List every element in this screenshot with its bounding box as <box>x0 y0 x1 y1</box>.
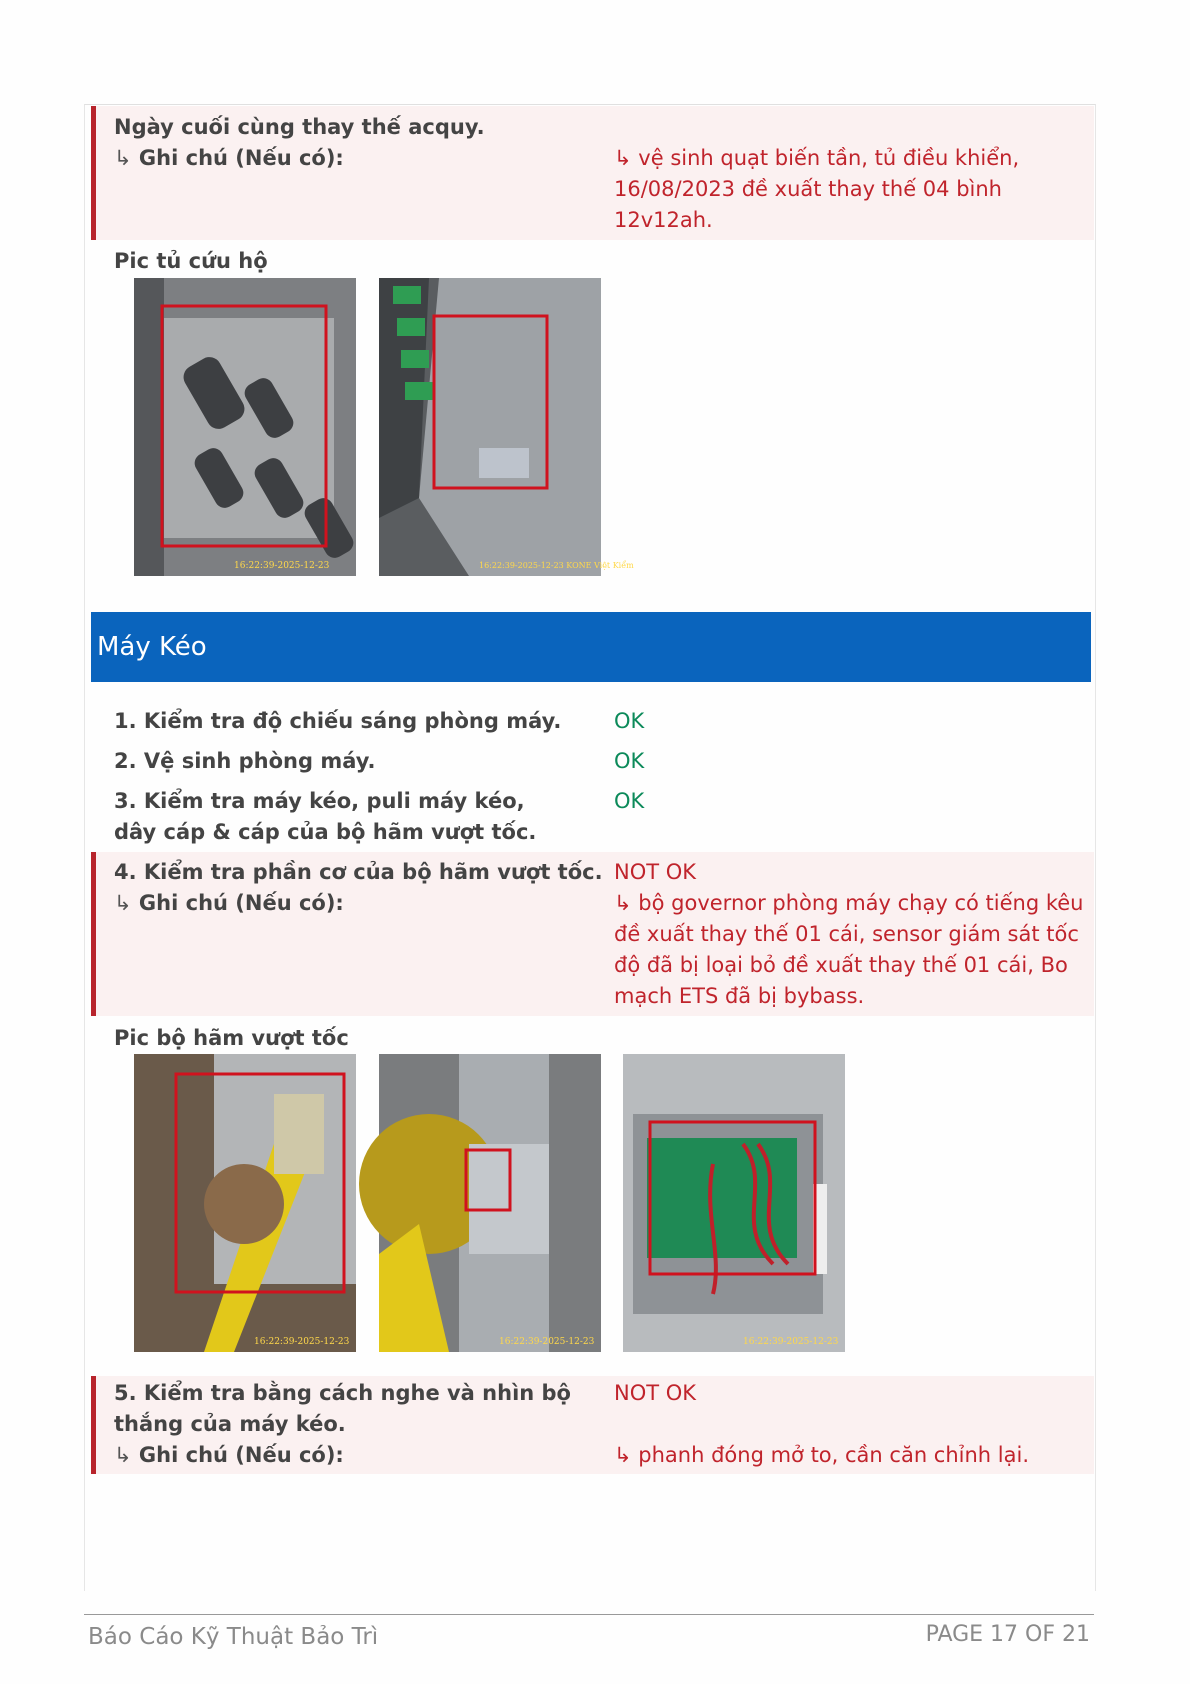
photo-timestamp: 16:22:39-2025-12-23 <box>743 1337 839 1347</box>
photo-timestamp: 16:22:39-2025-12-23 <box>254 1337 350 1347</box>
item-4-note-label <box>114 888 344 919</box>
governor-photo-3 <box>623 1054 845 1352</box>
section-header <box>91 612 1091 682</box>
rescue-pics-label: Pic tủ cứu hộ <box>114 249 268 273</box>
note-label: Ghi chú (Nếu có): <box>138 1443 344 1467</box>
battery-label: Ngày cuối cùng thay thế acquy. <box>114 115 485 139</box>
item-status: OK <box>614 789 645 813</box>
arrow-icon: ↳ <box>114 891 132 915</box>
photo-timestamp: 16:22:39-2025-12-23 <box>499 1337 595 1347</box>
item-label: 4. Kiểm tra phần cơ của bộ hãm vượt tốc. <box>114 860 603 884</box>
footer-title: Báo Cáo Kỹ Thuật Bảo Trì <box>88 1624 379 1650</box>
section-title: Máy Kéo <box>97 632 207 662</box>
arrow-icon: ↳ <box>114 146 132 170</box>
note-text: phanh đóng mở to, cần căn chỉnh lại. <box>638 1443 1030 1467</box>
note-label: Ghi chú (Nếu có): <box>138 146 344 170</box>
note-label: Ghi chú (Nếu có): <box>138 891 344 915</box>
item-label: 5. Kiểm tra bằng cách nghe và nhìn bộ thắng của máy kéo. <box>114 1381 571 1436</box>
arrow-icon: ↳ <box>614 891 632 915</box>
page-number: PAGE 17 OF 21 <box>925 1622 1090 1647</box>
arrow-icon: ↳ <box>614 146 632 170</box>
item-label: 1. Kiểm tra độ chiếu sáng phòng máy. <box>114 709 562 733</box>
photo-timestamp: 16:22:39-2025-12-23 KONE Việt Kiểm <box>479 561 634 570</box>
photo-timestamp: 16:22:39-2025-12-23 <box>234 561 330 571</box>
governor-pics-label: Pic bộ hãm vượt tốc <box>114 1026 349 1050</box>
footer-divider <box>84 1614 1094 1615</box>
arrow-icon: ↳ <box>114 1443 132 1467</box>
item-5-note-text <box>614 1440 1090 1471</box>
note-text: vệ sinh quạt biến tần, tủ điều khiển, 16/08/2023 đề xuất thay thế 04 bình 12v12ah. <box>614 146 1020 232</box>
item-4-note-text <box>614 888 1090 1012</box>
item-5-note-label <box>114 1440 344 1471</box>
item-label: 2. Vệ sinh phòng máy. <box>114 749 376 773</box>
item-status: OK <box>614 709 645 733</box>
governor-photo-2 <box>379 1054 601 1352</box>
rescue-photo-2 <box>379 278 634 576</box>
item-status: OK <box>614 749 645 773</box>
rescue-photo-1 <box>134 278 356 576</box>
item-label: 3. Kiểm tra máy kéo, puli máy kéo, dây cáp & cáp của bộ hãm vượt tốc. <box>114 789 537 844</box>
battery-note-label <box>114 143 344 174</box>
battery-note-text <box>614 143 1064 236</box>
note-text: bộ governor phòng máy chạy có tiếng kêu đề xuất thay thế 01 cái, sensor giám sát tốc độ đã bị loại bỏ đề xuất thay thế 01 cái, Bo mạch ETS đã bị bybass. <box>614 891 1084 1008</box>
item-status: NOT OK <box>614 860 697 884</box>
governor-photo-1 <box>134 1054 356 1352</box>
item-status: NOT OK <box>614 1381 697 1405</box>
arrow-icon: ↳ <box>614 1443 632 1467</box>
